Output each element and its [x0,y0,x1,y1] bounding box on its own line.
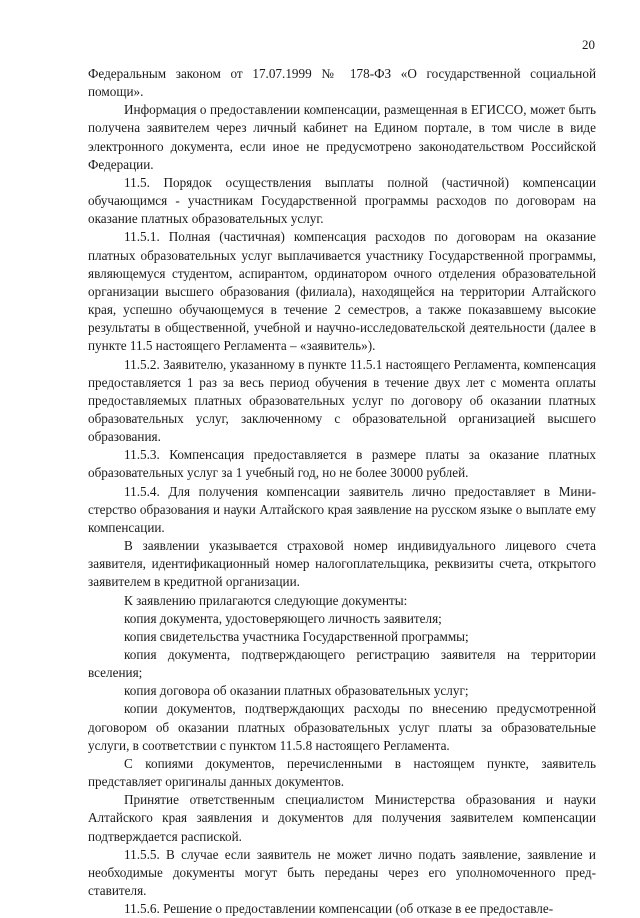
paragraph-section-11-5-1: 11.5.1. Полная (частичная) компенсация расходов по договорам на оказание платных образовательных услуг выплачивается участнику Государственной программы, являющемуся студентом, аспирантом, ординатором очного отделения образовательной организации высшего образования (филиала), находящейся на территории Алтайского края, успешно обучающемуся в течение 2 семестров, а также показавшему высокие результаты в общественной, учебной и научно-исследовательской деятельности (далее в пункте 11.5 настоящего Регламента – «заявитель»). [88,229,596,354]
paragraph-section-11-5-2: 11.5.2. Заявителю, указанному в пункте 11.5.1 настоящего Регламента, компенсация предоставляется 1 раз за весь период обучения в течение двух лет с момента оплаты предоставляемых платных образовательных услуг по договору об оказании платных образовательных услуг, заключенному с образовательной организацией высшего образования. [88,356,596,445]
list-item-registration-document: копия документа, подтверждающего регистрацию заявителя на территории вселения; [88,647,596,681]
paragraph-section-11-5-5: 11.5.5. В случае если заявитель не может лично подать заявление, заявление и необходимые документы могут быть переданы через его уполномоченного представителя. [88,846,596,899]
paragraph-application-details: В заявлении указывается страховой номер индивидуального лицевого счета заявителя, идентификационный номер налогоплательщика, реквизиты счета, открытого заявителем в кредитной организации. [88,538,596,590]
paragraph-receipt: Принятие ответственным специалистом Министерства образования и науки Алтайского края заявления и документов для получения заявителем компенсации подтверждается распиской. [88,792,596,844]
paragraph-egisso-info: Информация о предоставлении компенсации, размещенная в ЕГИССО, может быть получена заявителем через личный кабинет на Едином портале, в том числе в виде электронного документа, если иное не предусмотрено законодательством Российской Федерации. [88,102,596,172]
list-item-identity-document: копия документа, удостоверяющего личность заявителя; [124,610,442,626]
document-body [88,65,596,918]
paragraph-law-reference: Федеральным законом от 17.07.1999 № 178-ФЗ «О государственной социальной помощи». [88,66,596,100]
paragraph-section-11-5-4: 11.5.4. Для получения компенсации заявитель лично предоставляет в Министерство образования и науки Алтайского края заявление на русском языке о выплате ему компенсации. [88,483,596,535]
paragraph-section-11-5-6: 11.5.6. Решение о предоставлении компенсации (об отказе в ее предоставле- [124,901,554,917]
paragraph-originals: С копиями документов, перечисленными в настоящем пункте, заявитель представляет оригиналы данных документов. [88,755,596,790]
page-number: 20 [582,37,595,52]
paragraph-section-11-5: 11.5. Порядок осуществления выплаты полной (частичной) компенсации обучающимся - участникам Государственной программы расходов по договорам на оказание платных образовательных услуг. [88,174,596,227]
list-item-program-certificate: копия свидетельства участника Государственной программы; [124,628,469,644]
list-item-education-contract: копия договора об оказании платных образовательных услуг; [124,683,469,699]
list-item-payment-documents: копии документов, подтверждающих расходы по внесению предусмотренной договором об оказании платных образовательных услуг платы за образовательные услуги, в соответствии с пунктом 11.5.8 настоящего Регламента. [88,701,596,753]
paragraph-section-11-5-3: 11.5.3. Компенсация предоставляется в размере платы за оказание платных образовательных услуг за 1 учебный год, но не более 30000 рублей. [88,447,596,481]
paragraph-attached-documents-intro: К заявлению прилагаются следующие документы: [124,592,408,608]
